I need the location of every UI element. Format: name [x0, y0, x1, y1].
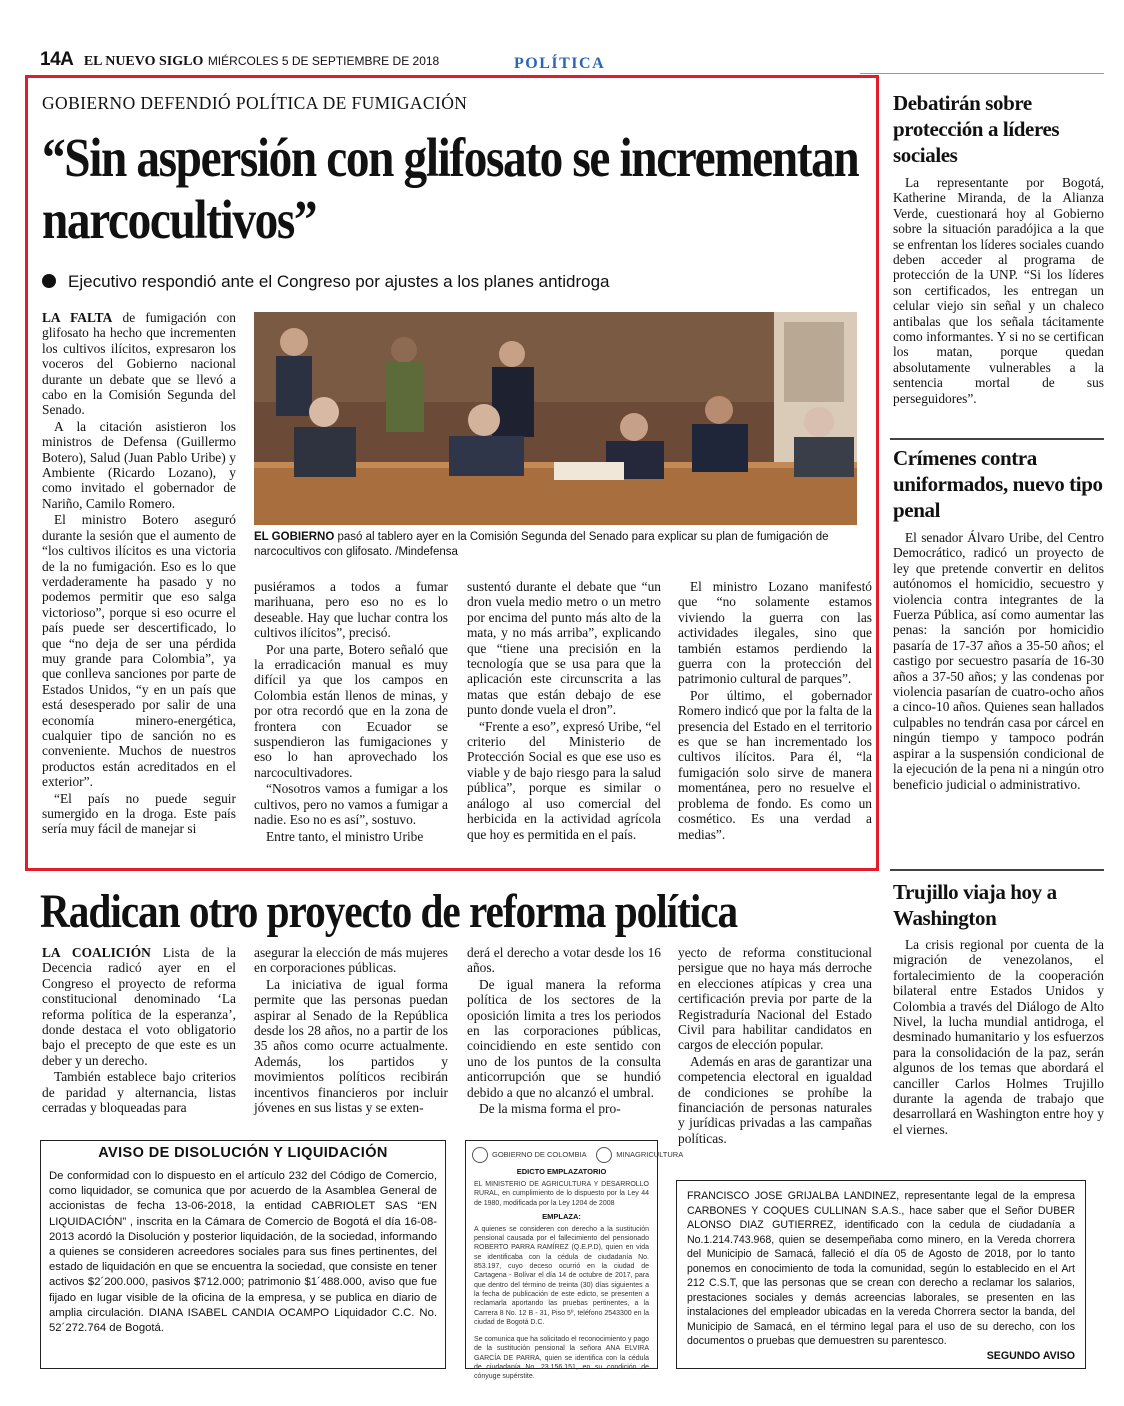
- subhead-text: Ejecutivo respondió ante el Congreso por ajustes a los planes antidroga: [68, 272, 610, 291]
- paragraph: La representante por Bogotá, Katherine Miranda, de la Alianza Verde, cuestionará hoy al Gobierno sobre la situación paradójica a la que se enfrentan los líderes sociales cuando deben acceder al programa de protección de la UNP. “Si los líderes son certificados, les entregan un celular viejo sin señal y un chaleco antibalas que los señala tácitamente como informantes. Y si no se certifican los matan, porque quedan absolutamente vulnerables a la sentencia mortal de sus perseguidores”.: [893, 175, 1104, 406]
- sidebar-rule: [890, 869, 1104, 871]
- page-runner: [40, 49, 439, 71]
- edict-sub: EMPLAZA:: [542, 1211, 581, 1221]
- article-headline: “Sin aspersión con glifosato se incrementan narcocultivos”: [42, 127, 859, 250]
- coat-of-arms-icon: [472, 1147, 488, 1163]
- notice-title: AVISO DE DISOLUCIÓN Y LIQUIDACIÓN: [98, 1145, 388, 1161]
- second-column-3: [467, 945, 661, 1121]
- page-number: 14A: [40, 49, 74, 70]
- article-column-3: [467, 579, 661, 849]
- paragraph: Además en aras de garantizar una competencia electoral en igualdad de condiciones se prohíbe la financiación de personas naturales y jurídicas privadas a las campañas políticas.: [678, 1053, 872, 1146]
- sidebar-story-2: [893, 530, 1104, 865]
- paragraph: “Frente a eso”, expresó Uribe, “el criterio del Ministerio de Protección Social es que ese uso es viable y de bajo riesgo para la salud pública”, porque es similar o análogo al uso comercial del herbicida en la actividad agrícola que hoy es permitida en el país.: [467, 718, 661, 842]
- second-column-2: [254, 945, 448, 1121]
- article-column-2: [254, 579, 448, 849]
- notice-body: De conformidad con lo dispuesto en el artículo 232 del Código de Comercio, como liquidador, se comunica que por acuerdo de la Asamblea General de accionistas de fecha 13-06-2018, la entidad CABRIOLET SAS “EN LIQUIDACIÓN” , inscrita en la Cámara de Comercio de Bogotá el día 16-08-2013 acordó la Disolución y posterior liquidación, de la sociedad, informando a quienes se consideren acreedores sociales para sus fines pertinentes, del estado de liquidación en que se encuentra la sociedad, que consiste en tener activos $2´200.000, pasivos $712.000; patrimonio $1´488.000, aviso que fue fijado en lugar visible de la oficina de la empresa, y se publica en diario de amplia circulación. DIANA ISABEL CANDIA OCAMPO Liquidador C.C. No. 52´272.764 de Bogotá.: [49, 1170, 437, 1335]
- sidebar-title-3: Trujillo viaja hoy a Washington: [893, 880, 1057, 930]
- article-subhead: [42, 272, 610, 292]
- newspaper-name: EL NUEVO SIGLO: [83, 54, 204, 69]
- paragraph: También establece bajo criterios de paridad y alternancia, listas cerradas y bloqueadas para: [42, 1069, 236, 1116]
- sidebar-title-1: Debatirán sobre protección a líderes sociales: [893, 91, 1060, 167]
- second-column-4: [678, 945, 872, 1173]
- issue-date: MIÉRCOLES 5 DE SEPTIEMBRE DE 2018: [207, 54, 440, 68]
- paragraph: sustentó durante el debate que “un dron vuela medio metro o un metro por encima del punto más alto de la mata, y no más arriba”, explicando que “tiene una precisión en la tecnología que se usa para que la aplicación este circunscrita a las matas que están debajo de ese punto donde vuela el dron”.: [467, 579, 661, 718]
- paragraph: pusiéramos a todos a fumar marihuana, pero eso no es lo deseable. Hay que luchar contra los cultivos ilícitos”, precisó.: [254, 579, 448, 641]
- photo-illustration: [254, 312, 857, 525]
- notice-labor: [676, 1180, 1086, 1369]
- paragraph: “Nosotros vamos a fumigar a los cultivos, pero no vamos a fumigar a nadie. Eso no es así”, sostuvo.: [254, 781, 448, 828]
- second-headline: Radican otro proyecto de reforma política: [40, 885, 738, 938]
- edict-body-2: Se comunica que ha solicitado el reconocimiento y pago de la sustitución pensional la señora ANA ELVIRA GARCÍA DE PARRA, quien se identifica con la cédula de ciudadanía No. 23.156.151, en su condición de cónyuge supérstite.: [474, 1336, 649, 1381]
- notice-edict: [465, 1140, 684, 1381]
- second-column-1: [42, 945, 236, 1121]
- photo-caption: [254, 530, 857, 560]
- caption-text: pasó al tablero ayer en la Comisión Segunda del Senado para explicar su plan de fumigación de narcocultivos con glifosato. /Mindefensa: [254, 531, 829, 558]
- paragraph: Por una parte, Botero señaló que la erradicación manual es muy difícil ya que los campos en Colombia están llenos de minas, y por otra recordó que en la zona de frontera con Ecuador se suspendieron las fumigaciones y eso lo han aprovechado los narcocultivadores.: [254, 641, 448, 780]
- section-title: POLÍTICA: [514, 55, 606, 72]
- bullet-icon: [42, 274, 56, 288]
- paragraph: “El país no puede seguir sumergido en la droga. Este país sería muy fácil de manejar si: [42, 790, 236, 837]
- article-kicker: GOBIERNO DEFENDIÓ POLÍTICA DE FUMIGACIÓN: [42, 93, 468, 113]
- edict-body: A quienes se consideren con derecho a la sustitución pensional causada por el fallecimiento del pensionado ROBERTO PARRA RAMÍREZ (Q.E.P.D), quien en vida se identificaba con la cédula de ciudadanía No. 853.197, cuyo deceso ocurrió en la ciudad de Cartagena - Bolívar el día 14 de octubre de 2017, para que dentro del término de treinta (30) días siguientes a la fecha de publicación de este edicto, se presenten a reclamarla aportando las pruebas pertinentes, a la Carrera 8 No. 12 B - 31, Piso 5º, teléfono 2543300 en la ciudad de Bogotá D.C.: [474, 1225, 649, 1326]
- paragraph: asegurar la elección de más mujeres en corporaciones públicas.: [254, 945, 448, 976]
- notice-body: FRANCISCO JOSE GRIJALBA LANDINEZ, representante legal de la empresa CARBONES Y COQUES CULLINAN S.A.S., hace saber que el Señor DUBER ALONSO DIAZ GUTIERREZ, identificado con la cedula de ciudadanía a No.1.214.743.968, quien se desempeñaba como minero, en la Vereda chorrera del Municipio de Samacá, falleció el día 05 de Agosto de 2018, por lo tanto ponemos en conocimiento de toda la comunidad, según lo establecido en el Art 212 C.S.T, que las personas que se crean con derecho a reclamar los salarios, prestaciones sociales y demás acreencias laborales, se presenten en las instalaciones del empleador ubicadas en la vereda Chorrera sector la banda, del Municipio de Samacá, en el término legal para el uso de su derecho, con los documentos o pruebas que demuestren su parentesco.: [687, 1190, 1075, 1347]
- paragraph: Entre tanto, el ministro Uribe: [266, 828, 424, 844]
- paragraph: LA COALICIÓN Lista de la Decencia radicó ayer en el Congreso el proyecto de reforma constitucional denominado ‘La reforma política de la esperanza’, donde destaca el voto obligatorio bajo el precepto de que este es un deber y un derecho.: [42, 945, 236, 1068]
- article-column-1: [42, 310, 236, 850]
- sidebar-story-3: [893, 937, 1104, 1175]
- paragraph: De igual manera la reforma política de los sectores de la oposición limita a tres los periodos en las corporaciones públicas, coincidiendo en este sentido con uno de los puntos de la consulta anticorrupción que se hundió debido a que no alcanzó el umbral.: [467, 976, 661, 1100]
- lead-in: LA COALICIÓN: [42, 945, 151, 960]
- ministry-logo-icon: [596, 1147, 612, 1163]
- paragraph: A la citación asistieron los ministros de Defensa (Guillermo Botero), Salud (Juan Pablo Uribe) y Ambiente (Ricardo Lozano), y como invitado el gobernador de Nariño, Camilo Romero.: [42, 418, 236, 511]
- paragraph: La crisis regional por cuenta de la migración de venezolanos, el fortalecimiento de la cooperación bilateral entre Estados Unidos y Colombia a través del Diálogo de Alto Nivel, la lucha mundial antidroga, el desminado humanitario y los esfuerzos para la consolidación de la paz, serán algunos de los temas que abordará el canciller Carlos Holmes Trujillo durante la agenda de trabajo que desarrollará en Washington entre hoy y el viernes.: [893, 937, 1104, 1137]
- lead-in: LA FALTA: [42, 310, 113, 325]
- notice-dissolution: [40, 1140, 446, 1369]
- sidebar-title-2: Crímenes contra uniformados, nuevo tipo penal: [893, 446, 1103, 522]
- notice-signature: SEGUNDO AVISO: [986, 1349, 1075, 1362]
- paragraph: La iniciativa de igual forma permite que las personas puedan aspirar al Senado de la República desde los 28 años, no a partir de los 35 años como ocurre actualmente. Además, los partidos y movimientos políticos recibirán incentivos financieros por incluir jóvenes en sus listas y se exten-: [254, 976, 448, 1116]
- paragraph: yecto de reforma constitucional persigue que no haya más derroche en elecciones atípicas y crea una certificación previa por parte de la Registraduría Nacional del Estado Civil para habilitar candidatos en cargos de elección popular.: [678, 945, 872, 1053]
- paragraph: LA FALTA de fumigación con glifosato ha hecho que incrementen los cultivos ilícitos, expresaron los voceros del Gobierno nacional durante un debate que se llevó a cabo en la Comisión Segunda del Senado.: [42, 310, 236, 418]
- paragraph: derá el derecho a votar desde los 16 años.: [467, 945, 661, 976]
- paragraph: El senador Álvaro Uribe, del Centro Democrático, radicó un proyecto de ley que pretende convertir en delitos autónomos el homicidio, secuestro y violencia contra integrantes de la Fuerza Pública, así como aumentar las penas: la sanción por homicidio pasaría de 17-37 años a 35-50 años; el castigo por secuestro pasaría de 16-30 años a 37-50 años; y las condenas por violencia pasarían de cuatro-ocho años a cinco-10 años. Quienes sean hallados culpables no tendrán casa por cárcel en ningún tiempo y tampoco podrán aspirar a la suspensión condicional de la ejecución de la pena ni a ningún otro beneficio judicial o administrativo.: [893, 530, 1104, 792]
- sidebar-story-1: [893, 175, 1104, 435]
- paragraph: El ministro Botero aseguró durante la sesión que el aumento de “los cultivos ilícitos es una victoria de la no fumigación. Eso es lo que verdaderamente ha pasado y no podemos permitir que eso salga victorioso”, porque si eso ocurre el país puede ser descertificado, lo que “no deja de ser una pérdida muy grande para Colombia”, ya que conlleva sanciones por parte de Estados Unidos, “y en un país que está desesperado por salir de una economía minero-energética, cualquier tipo de sanción no es conveniente. Muchos de nuestros productos están acreditados en el exterior”.: [42, 512, 236, 790]
- edict-title: EDICTO EMPLAZATORIO: [516, 1167, 607, 1176]
- edict-logos: GOBIERNO DE COLOMBIA MINAGRICULTURA: [466, 1141, 657, 1165]
- paragraph: De la misma forma el pro-: [479, 1101, 621, 1117]
- caption-lead: EL GOBIERNO: [254, 531, 335, 543]
- paragraph: El ministro Lozano manifestó que “no solamente estamos viviendo la guerra con las actividades ilegales, sino que también estamos perdiendo la guerra con la protección del patrimonio cultural de parques”.: [678, 579, 872, 687]
- paragraph: Por último, el gobernador Romero indicó que por la falta de la presencia del Estado en el territorio es que se han incrementado los cultivos ilícitos. Para él, “la fumigación solo sirve de manera momentánea, pero no resuelve el problema de fondo. Es como un cosmético. Es una verdad a medias”.: [678, 687, 872, 842]
- section-rule: [860, 73, 1104, 74]
- article-column-4: [678, 579, 872, 849]
- article-photo: [254, 312, 857, 525]
- edict-intro: EL MINISTERIO DE AGRICULTURA Y DESARROLLO RURAL, en cumplimiento de lo dispuesto por la Ley 44 de 1980, modificada por la Ley 1204 de 2008: [474, 1181, 649, 1207]
- sidebar-rule: [890, 438, 1104, 440]
